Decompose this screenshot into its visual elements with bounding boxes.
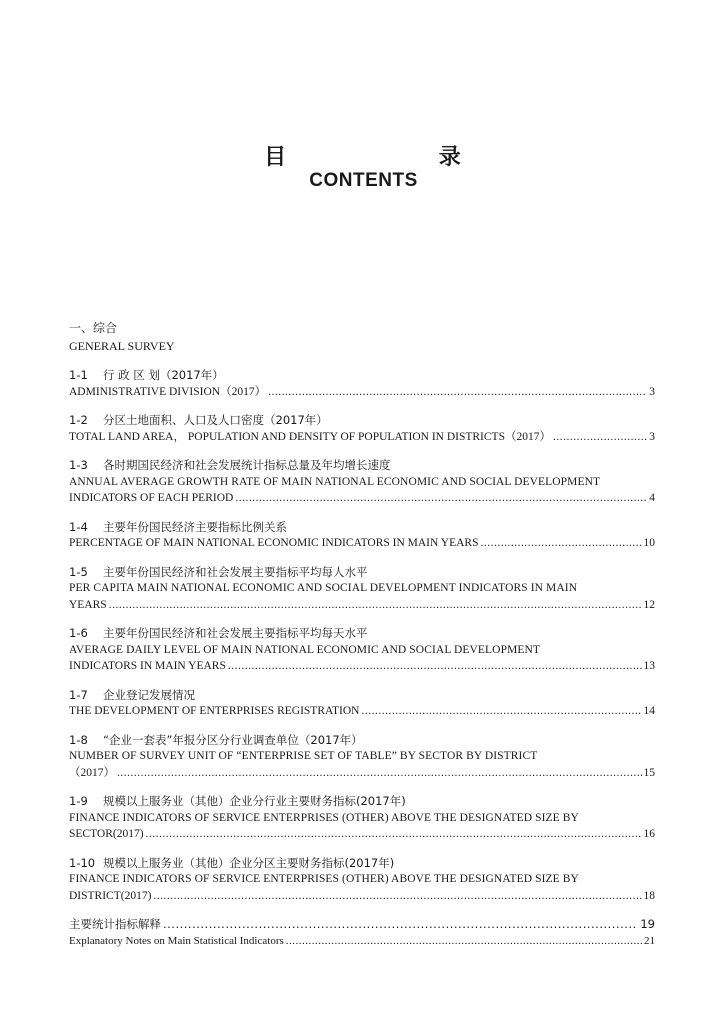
toc-entry[interactable]	[69, 519, 655, 552]
section-title-cn: 一、综合	[69, 321, 118, 335]
entry-title-cn: 主要年份国民经济和社会发展主要指标平均每人水平	[103, 564, 368, 579]
entry-title-cn-line	[69, 687, 655, 704]
toc-entry[interactable]	[69, 732, 655, 782]
notes-en-line	[69, 933, 655, 950]
entry-title-cn: 规模以上服务业（其他）企业分区主要财务指标(2017年)	[103, 855, 395, 870]
page-number: 16	[643, 828, 655, 840]
entry-leader-line	[69, 765, 655, 782]
entry-title-cn: 各时期国民经济和社会发展统计指标总量及年均增长速度	[103, 458, 391, 472]
entry-title-en-line: ANNUAL AVERAGE GROWTH RATE OF MAIN NATIONAL ECONOMIC AND SOCIAL DEVELOPMENT	[69, 475, 601, 488]
dot-leader	[286, 933, 642, 950]
dot-leader	[117, 765, 642, 782]
entry-title-cn: 主要年份国民经济和社会发展主要指标平均每天水平	[103, 626, 368, 640]
dot-leader	[228, 658, 642, 675]
page-number: 10	[643, 537, 655, 549]
dot-leader	[146, 826, 642, 843]
entry-title-cn-line	[69, 855, 655, 872]
page-number: 4	[649, 492, 655, 504]
entry-leader-line	[69, 888, 655, 905]
entry-title-en: TOTAL LAND AREA， POPULATION AND DENSITY OF POPULATION IN DISTRICTS（2017）	[69, 430, 551, 443]
dot-leader	[163, 916, 638, 933]
entry-title-cn-line	[69, 367, 655, 384]
entry-title-en: INDICATORS IN MAIN YEARS	[69, 660, 226, 672]
entry-number: 1-3	[69, 458, 88, 472]
entry-leader-line	[69, 826, 655, 843]
entry-leader-line	[69, 490, 655, 507]
entry-leader-line	[69, 703, 655, 720]
entry-title-en: SECTOR(2017)	[69, 828, 144, 840]
entry-title-cn: 分区土地面积、人口及人口密度（2017年）	[103, 413, 328, 427]
entry-title-en: INDICATORS OF EACH PERIOD	[69, 492, 234, 504]
dot-leader	[109, 597, 642, 614]
entry-title-cn-line	[69, 793, 655, 810]
dot-leader	[362, 703, 642, 720]
page-title-en: CONTENTS	[309, 170, 418, 191]
page-number: 14	[643, 705, 655, 717]
entry-title-en: PERCENTAGE OF MAIN NATIONAL ECONOMIC INDICATORS IN MAIN YEARS	[69, 537, 479, 549]
toc-entry-list	[69, 367, 655, 904]
entry-leader-line	[69, 535, 655, 552]
page-number: 3	[649, 430, 655, 443]
entry-leader-line	[69, 384, 655, 401]
dot-leader	[153, 888, 641, 905]
toc-entry[interactable]	[69, 687, 655, 720]
dot-leader	[480, 535, 641, 552]
page-number: 18	[643, 889, 655, 902]
entry-title-cn-line	[69, 412, 655, 429]
entry-number: 1-5	[69, 564, 88, 579]
toc-entry[interactable]	[69, 367, 655, 400]
toc-entry[interactable]	[69, 564, 655, 614]
page-number: 15	[643, 766, 655, 779]
page-number: 13	[643, 660, 655, 672]
entry-title-cn: 企业登记发展情况	[103, 687, 195, 702]
entry-number: 1-10	[69, 855, 96, 870]
notes-title-cn: 主要统计指标解释	[69, 917, 161, 931]
entry-title-en: （2017）	[69, 766, 115, 779]
entry-title-cn: 规模以上服务业（其他）企业分行业主要财务指标(2017年)	[103, 794, 406, 808]
entry-leader-line	[69, 597, 655, 614]
entry-title-en: ADMINISTRATIVE DIVISION（2017）	[69, 385, 267, 398]
entry-title-en-line: NUMBER OF SURVEY UNIT OF “ENTERPRISE SET OF TABLE” BY SECTOR BY DISTRICT	[69, 750, 538, 762]
entry-title-cn: 主要年份国民经济主要指标比例关系	[103, 519, 287, 534]
entry-title-en: THE DEVELOPMENT OF ENTERPRISES REGISTRATION	[69, 705, 360, 717]
entry-number: 1-2	[69, 413, 88, 427]
toc-entry[interactable]	[69, 793, 655, 843]
toc-entry[interactable]	[69, 855, 655, 905]
entry-leader-line	[69, 658, 655, 675]
toc-entry[interactable]	[69, 457, 655, 507]
entry-number: 1-6	[69, 626, 88, 640]
entry-title-en-line: PER CAPITA MAIN NATIONAL ECONOMIC AND SOCIAL DEVELOPMENT INDICATORS IN MAIN	[69, 582, 578, 594]
entry-title-cn: 行 政 区 划（2017年）	[103, 368, 224, 382]
section-title-en: GENERAL SURVEY	[69, 339, 175, 353]
toc-content	[69, 319, 655, 961]
entry-leader-line	[69, 429, 655, 446]
notes-title-en: Explanatory Notes on Main Statistical Indicators	[69, 934, 284, 947]
entry-title-en-line: AVERAGE DAILY LEVEL OF MAIN NATIONAL ECONOMIC AND SOCIAL DEVELOPMENT	[69, 643, 541, 656]
page-number: 3	[649, 385, 655, 398]
entry-number: 1-9	[69, 794, 88, 808]
page-number: 21	[644, 934, 655, 947]
entry-number: 1-4	[69, 519, 88, 534]
entry-title-cn-line	[69, 564, 655, 581]
notes-cn-line	[69, 916, 655, 933]
entry-title-en: DISTRICT(2017)	[69, 889, 152, 902]
page-title-cn: 目 录	[264, 145, 463, 170]
entry-number: 1-1	[69, 368, 88, 382]
page-number: 19	[640, 917, 655, 931]
dot-leader	[268, 384, 647, 401]
entry-title-en: YEARS	[69, 598, 107, 611]
page-number: 12	[643, 598, 655, 611]
notes-entry[interactable]	[69, 916, 655, 949]
entry-title-cn-line	[69, 732, 655, 749]
dot-leader	[553, 429, 647, 446]
entry-number: 1-7	[69, 687, 88, 702]
entry-title-cn-line	[69, 457, 655, 474]
entry-title-cn: “企业一套表”年报分区分行业调查单位（2017年）	[103, 732, 363, 747]
entry-title-cn-line	[69, 519, 655, 536]
entry-number: 1-8	[69, 732, 88, 747]
entry-title-cn-line	[69, 625, 655, 642]
dot-leader	[235, 490, 647, 507]
entry-title-en-line: FINANCE INDICATORS OF SERVICE ENTERPRISES (OTHER) ABOVE THE DESIGNATED SIZE BY	[69, 873, 579, 885]
toc-entry[interactable]	[69, 625, 655, 675]
entry-title-en-line: FINANCE INDICATORS OF SERVICE ENTERPRISES (OTHER) ABOVE THE DESIGNATED SIZE BY	[69, 811, 579, 824]
toc-entry[interactable]	[69, 412, 655, 445]
